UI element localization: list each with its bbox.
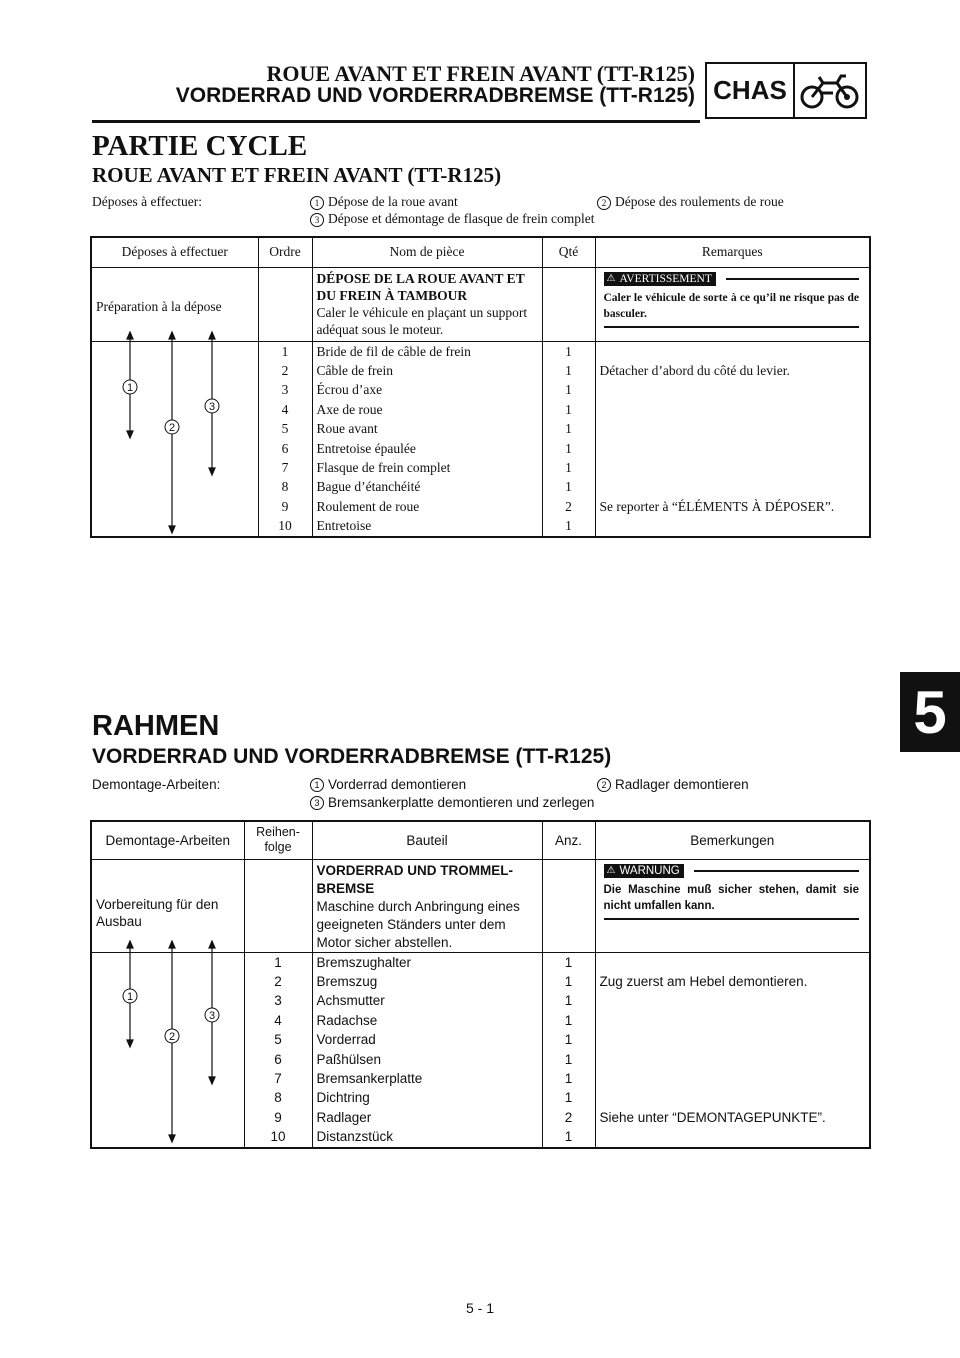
part-name-cell: Entretoise épaulée bbox=[312, 439, 542, 458]
order-cell: 8 bbox=[258, 477, 312, 496]
remark-cell: Zug zuerst am Hebel demontieren. bbox=[595, 972, 870, 991]
header-rule bbox=[92, 120, 700, 123]
warning-label: ⚠ WARNUNG bbox=[604, 864, 684, 878]
order-cell: 3 bbox=[258, 380, 312, 399]
qty-cell: 2 bbox=[542, 497, 595, 516]
order-cell: 9 bbox=[258, 497, 312, 516]
op-item: 3 Dépose et démontage de flasque de frein complet bbox=[310, 211, 595, 227]
qty-cell: 1 bbox=[542, 1030, 595, 1049]
col-header: Bauteil bbox=[312, 821, 542, 859]
order-cell: 8 bbox=[244, 1088, 312, 1107]
prep-heading: VORDERRAD UND TROMMEL-BREMSE bbox=[316, 862, 513, 896]
section-title-de: RAHMEN bbox=[92, 710, 220, 742]
op-item: 1 Dépose de la roue avant bbox=[310, 194, 458, 210]
qty-cell: 1 bbox=[542, 341, 595, 361]
removal-markers-de bbox=[92, 940, 257, 1145]
col-header: Anz. bbox=[542, 821, 595, 859]
part-name-cell: Distanzstück bbox=[312, 1127, 542, 1147]
prep-label: Vorbereitung für den Ausbau bbox=[91, 859, 244, 952]
qty-cell: 1 bbox=[542, 1011, 595, 1030]
remark-cell bbox=[595, 400, 870, 419]
qty-cell: 1 bbox=[542, 1069, 595, 1088]
remark-cell: Détacher d’abord du côté du levier. bbox=[595, 361, 870, 380]
remark-cell bbox=[595, 991, 870, 1010]
remark-cell bbox=[595, 1127, 870, 1147]
order-cell: 1 bbox=[244, 952, 312, 972]
order-cell: 4 bbox=[244, 1011, 312, 1030]
warning-text: Die Maschine muß sicher stehen, damit sie nicht umfallen kann. bbox=[603, 883, 859, 912]
remark-cell bbox=[595, 439, 870, 458]
warning-label: ⚠ AVERTISSEMENT bbox=[604, 272, 716, 286]
remark-cell bbox=[595, 952, 870, 972]
remark-cell bbox=[595, 380, 870, 399]
table-row bbox=[91, 267, 870, 341]
remark-cell bbox=[595, 1088, 870, 1107]
warning-icon: ⚠ bbox=[606, 273, 616, 284]
col-header: Qté bbox=[542, 237, 595, 267]
page-number: 5 - 1 bbox=[465, 1300, 494, 1316]
qty-cell: 1 bbox=[542, 952, 595, 972]
marker-2: 2 bbox=[168, 1031, 176, 1043]
part-name-cell: Bremszughalter bbox=[312, 952, 542, 972]
order-cell: 5 bbox=[244, 1030, 312, 1049]
table-row bbox=[91, 859, 870, 952]
section-title-fr: PARTIE CYCLE bbox=[92, 130, 308, 162]
qty-cell: 1 bbox=[542, 458, 595, 477]
marker-2: 2 bbox=[168, 422, 176, 434]
page-title-fr: ROUE AVANT ET FREIN AVANT (TT-R125) bbox=[92, 163, 502, 187]
order-cell: 9 bbox=[244, 1108, 312, 1127]
order-cell: 10 bbox=[244, 1127, 312, 1147]
qty-cell: 1 bbox=[542, 1088, 595, 1107]
col-header: Déposes à effectuer bbox=[91, 237, 258, 267]
op-item: 1 Vorderrad demontieren bbox=[310, 777, 466, 792]
col-header: Reihen-folge bbox=[244, 821, 312, 859]
col-header: Bemerkungen bbox=[595, 821, 870, 859]
part-name-cell: Bremszug bbox=[312, 972, 542, 991]
order-cell: 7 bbox=[244, 1069, 312, 1088]
part-name-cell: Vorderrad bbox=[312, 1030, 542, 1049]
part-name-cell: Achsmutter bbox=[312, 991, 542, 1010]
qty-cell: 1 bbox=[542, 419, 595, 438]
qty-cell: 1 bbox=[542, 1127, 595, 1147]
qty-cell: 1 bbox=[542, 361, 595, 380]
remark-cell bbox=[595, 1050, 870, 1069]
marker-1: 1 bbox=[126, 382, 134, 394]
order-cell: 3 bbox=[244, 991, 312, 1010]
order-cell: 7 bbox=[258, 458, 312, 477]
order-cell: 10 bbox=[258, 516, 312, 536]
order-cell: 5 bbox=[258, 419, 312, 438]
qty-cell: 1 bbox=[542, 380, 595, 399]
part-name-cell: Axe de roue bbox=[312, 400, 542, 419]
ops-label-de: Demontage-Arbeiten: bbox=[92, 777, 221, 792]
qty-cell: 1 bbox=[542, 972, 595, 991]
qty-cell: 1 bbox=[542, 477, 595, 496]
remark-cell bbox=[595, 419, 870, 438]
warning-text: Caler le véhicule de sorte à ce qu’il ne risque pas de basculer. bbox=[603, 291, 859, 320]
remark-cell bbox=[595, 477, 870, 496]
warning-icon: ⚠ bbox=[606, 865, 616, 876]
col-header: Nom de pièce bbox=[312, 237, 542, 267]
order-cell: 4 bbox=[258, 400, 312, 419]
part-name-cell: Paßhülsen bbox=[312, 1050, 542, 1069]
remark-cell bbox=[595, 341, 870, 361]
order-cell: 2 bbox=[244, 972, 312, 991]
col-header: Ordre bbox=[258, 237, 312, 267]
page-title-de: VORDERRAD UND VORDERRADBREMSE (TT-R125) bbox=[92, 745, 612, 768]
op-item: 3 Bremsankerplatte demontieren und zerlegen bbox=[310, 795, 594, 810]
part-name-cell: Entretoise bbox=[312, 516, 542, 536]
order-cell: 6 bbox=[244, 1050, 312, 1069]
part-name-cell: Bride de fil de câble de frein bbox=[312, 341, 542, 361]
order-cell: 6 bbox=[258, 439, 312, 458]
op-item: 2 Dépose des roulements de roue bbox=[597, 194, 784, 210]
part-name-cell: Radachse bbox=[312, 1011, 542, 1030]
qty-cell: 1 bbox=[542, 439, 595, 458]
removal-markers-fr bbox=[92, 331, 257, 536]
qty-cell: 1 bbox=[542, 400, 595, 419]
part-name-cell: Câble de frein bbox=[312, 361, 542, 380]
remark-cell: Se reporter à “ÉLÉMENTS À DÉPOSER”. bbox=[595, 497, 870, 516]
part-name-cell: Roulement de roue bbox=[312, 497, 542, 516]
order-cell: 1 bbox=[258, 341, 312, 361]
part-name-cell: Bremsankerplatte bbox=[312, 1069, 542, 1088]
marker-1: 1 bbox=[126, 991, 134, 1003]
motorcycle-icon bbox=[795, 64, 865, 117]
marker-3: 3 bbox=[208, 401, 216, 413]
order-cell: 2 bbox=[258, 361, 312, 380]
part-name-cell: Flasque de frein complet bbox=[312, 458, 542, 477]
part-name-cell: Roue avant bbox=[312, 419, 542, 438]
qty-cell: 2 bbox=[542, 1108, 595, 1127]
chapter-tab: 5 bbox=[900, 672, 960, 752]
header-title-fr: ROUE AVANT ET FREIN AVANT (TT-R125) bbox=[266, 61, 695, 86]
section-code: CHAS bbox=[707, 64, 795, 117]
remark-cell bbox=[595, 1030, 870, 1049]
col-header: Demontage-Arbeiten bbox=[91, 821, 244, 859]
header-title-de: VORDERRAD UND VORDERRADBREMSE (TT-R125) bbox=[175, 84, 695, 107]
part-name-cell: Dichtring bbox=[312, 1088, 542, 1107]
prep-text: Maschine durch Anbringung eines geeigneten Ständers unter dem Motor sicher abstellen. bbox=[316, 898, 520, 950]
qty-cell: 1 bbox=[542, 516, 595, 536]
qty-cell: 1 bbox=[542, 1050, 595, 1069]
part-name-cell: Bague d’étanchéité bbox=[312, 477, 542, 496]
remark-cell bbox=[595, 1069, 870, 1088]
part-name-cell: Radlager bbox=[312, 1108, 542, 1127]
op-item: 2 Radlager demontieren bbox=[597, 777, 749, 792]
remark-cell bbox=[595, 458, 870, 477]
prep-heading: DÉPOSE DE LA ROUE AVANT ET DU FREIN À TAMBOUR bbox=[316, 270, 525, 303]
col-header: Remarques bbox=[595, 237, 870, 267]
part-name-cell: Écrou d’axe bbox=[312, 380, 542, 399]
remark-cell: Siehe unter “DEMONTAGEPUNKTE”. bbox=[595, 1108, 870, 1127]
marker-3: 3 bbox=[208, 1010, 216, 1022]
prep-text: Caler le véhicule en plaçant un support adéquat sous le moteur. bbox=[316, 304, 528, 337]
qty-cell: 1 bbox=[542, 991, 595, 1010]
prep-label: Préparation à la dépose bbox=[91, 267, 258, 341]
remark-cell bbox=[595, 516, 870, 536]
section-badge bbox=[705, 62, 867, 119]
remark-cell bbox=[595, 1011, 870, 1030]
ops-label-fr: Déposes à effectuer: bbox=[92, 194, 202, 209]
